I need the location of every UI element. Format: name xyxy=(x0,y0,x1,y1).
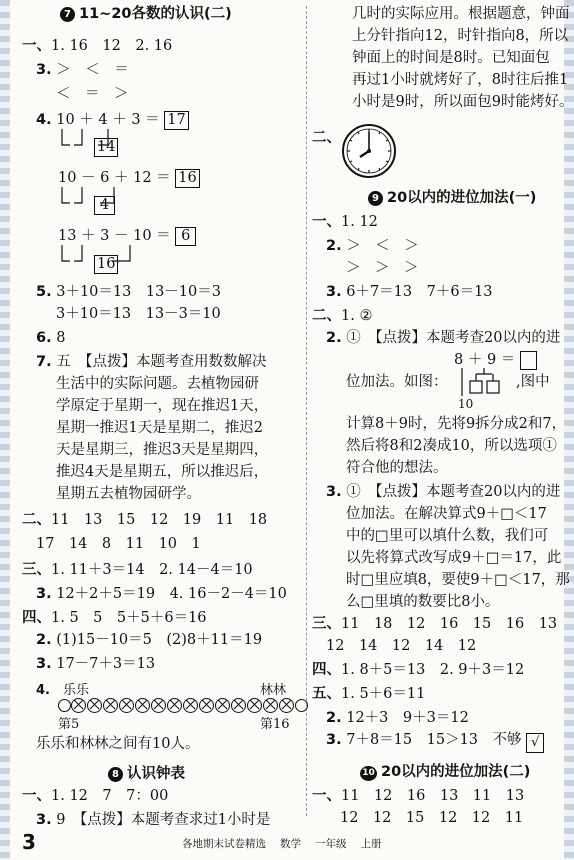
equation-line: 10 － 6 ＋ 12 ＝ 16 xyxy=(58,168,200,190)
intermediate-box-line: 4 xyxy=(94,195,115,217)
explanation-line: 学原定于星期一，现在推迟1天， xyxy=(56,398,269,414)
section-7-title: 7 11~20各数的认识(二) xyxy=(60,4,232,26)
answer-line: 3. 12＋2＋5＝19 4. 16－2－4＝10 xyxy=(36,586,287,602)
answer-line: 17 14 8 11 10 1 xyxy=(36,536,201,552)
answer-line: 二、1. ② xyxy=(312,308,373,324)
answer-line: 乐乐和林林之间有10人。 xyxy=(36,736,200,752)
explanation-line: 时□里应填8，要使9＋□＜17，那 xyxy=(346,572,570,588)
answer-line: 四、1. 8＋5＝13 2. 9＋3＝12 xyxy=(312,662,525,678)
answer-line: 一、1. 16 12 2. 16 xyxy=(22,38,173,54)
answer-box: 17 xyxy=(164,111,188,130)
queue-labels: 4. 乐乐 xyxy=(36,683,90,698)
footer-text: 各地期末试卷精选 数学 一年级 上册 xyxy=(182,838,382,850)
answer-line: 五、1. 5＋6＝11 xyxy=(312,686,426,702)
explanation-line: 7. 五 【点拨】本题考查用数数解决 xyxy=(36,354,267,370)
explanation-line: 推迟4天是星期五，所以推迟后， xyxy=(56,464,269,480)
explanation-line: 几时的实际应用。根据题意，钟面 xyxy=(352,6,570,22)
explanation-line: 符合他的想法。 xyxy=(346,460,448,476)
explanation-line: 星期五去植物园研学。 xyxy=(56,486,201,502)
answer-line: 二、11 13 15 12 19 11 18 xyxy=(22,512,268,528)
queue-label-right: 林林 xyxy=(260,683,287,698)
explanation-line: 天是星期三，推迟3天是星期四， xyxy=(56,442,269,458)
intermediate-box-line: 16 xyxy=(94,254,118,276)
answer-line: 三、1. 11＋3＝14 2. 14－4＝10 xyxy=(22,562,253,578)
answer-line: 四、1. 5 5 5＋5＋6＝16 xyxy=(22,610,207,626)
answer-line: 一、11 12 16 13 11 13 xyxy=(312,788,525,804)
answer-line: 一、1. 12 xyxy=(312,214,378,230)
answer-line: 12 14 12 14 12 xyxy=(326,638,477,654)
intermediate-box-line: 14 xyxy=(94,137,118,159)
answer-line: 6. 8 xyxy=(36,330,66,346)
explanation-line: 3. ① 【点拨】本题考查20以内的进 xyxy=(326,484,561,500)
check-box: √ xyxy=(526,733,544,753)
answer-line: 三、11 18 12 16 15 16 13 xyxy=(312,616,558,632)
queue-position-left: 第5 xyxy=(58,717,80,732)
answer-line: ＞ ＞ ＞ xyxy=(346,260,419,276)
answer-line: 二、 xyxy=(312,130,341,146)
explanation-line: 星期一推迟1天是星期二，推迟2 xyxy=(56,420,263,436)
section-8-title: 8 认识钟表 xyxy=(108,764,185,786)
section-badge: 10 xyxy=(360,766,377,781)
answer-line: 5. 3＋10＝13 13－10＝3 xyxy=(36,284,221,300)
split-diagram-sum: 10 xyxy=(458,397,474,411)
answer-line: 2. (1)15－10＝5 (2)8＋11＝19 xyxy=(36,632,263,648)
answer-line: 3. 6＋7＝13 7＋6＝13 xyxy=(326,284,493,300)
explanation-line: 位加法。在解决算式9＋□＜17 xyxy=(346,506,547,522)
explanation-line: 2. ① 【点拨】本题考查20以内的进 xyxy=(326,330,561,346)
answer-box: 16 xyxy=(175,169,199,188)
explanation-line: 生活中的实际问题。去植物园研 xyxy=(56,376,259,392)
explanation-line: 中的□里可以填什么数，我们可 xyxy=(346,528,549,544)
explanation-line: 钟面上的时间是8时。已知面包 xyxy=(352,50,550,66)
equation-line: 13 ＋ 3 － 10 ＝ 6 xyxy=(58,226,196,248)
answer-line: 3. 17－7＋3＝13 xyxy=(36,656,156,672)
page-footer xyxy=(22,832,562,854)
answer-box: 6 xyxy=(175,227,196,246)
explanation-line: 然后将8和2凑成10，所以选项① xyxy=(346,438,557,454)
explanation-line: 以先将算式改写成9＋□＝17，此 xyxy=(346,550,562,566)
answer-line: ＜ ＝ ＞ xyxy=(56,86,129,102)
explanation-line: ,图中 xyxy=(516,374,550,390)
answer-line: 3. 7＋8＝15 15＞13 不够 √ xyxy=(326,730,544,753)
section-10-title: 10 20以内的进位加法(二) xyxy=(360,762,530,784)
answer-line: 3＋10＝13 13－3＝10 xyxy=(56,306,221,322)
column-divider xyxy=(306,6,307,816)
explanation-line: 么□里填的数要比8小。 xyxy=(346,594,500,610)
left-decorative-edge xyxy=(0,0,10,860)
answer-line: 2. ＞ ＜ ＞ xyxy=(326,238,419,254)
explanation-line: 再过1小时就烤好了，8时往后推1 xyxy=(352,72,569,88)
answer-line: 3. ＞ ＜ ＝ xyxy=(36,62,129,78)
answer-line: 一、1. 12 7 7：00 xyxy=(22,788,169,804)
section-9-title: 9 20以内的进位加法(一) xyxy=(368,188,536,210)
queue-position-right: 第16 xyxy=(260,717,290,732)
section-badge: 9 xyxy=(368,191,383,206)
clock-face-icon xyxy=(340,122,398,180)
answer-line: 2. 12＋3 9＋3＝12 xyxy=(326,710,469,726)
equation-line: 4. 10 ＋ 4 ＋ 3 ＝ 17 xyxy=(36,110,189,132)
answer-line: 12 12 15 12 12 11 xyxy=(340,810,524,826)
explanation-line: 上分针指向12，时针指向8，所以 xyxy=(352,28,569,44)
page-number: 3 xyxy=(22,830,36,854)
split-diagram-equation: 8 ＋ 9 ＝ xyxy=(454,350,537,372)
section-badge: 8 xyxy=(108,767,123,782)
explanation-line: 小时是9时，所以面包9时能烤好。 xyxy=(352,94,574,110)
section-badge: 7 xyxy=(60,7,75,22)
explanation-line: 3. 9 【点拨】本题考查求过1小时是 xyxy=(36,812,271,828)
explanation-line: 位加法。如图： xyxy=(346,374,448,390)
explanation-line: 计算8＋9时，先将9拆分成2和7， xyxy=(346,416,567,432)
